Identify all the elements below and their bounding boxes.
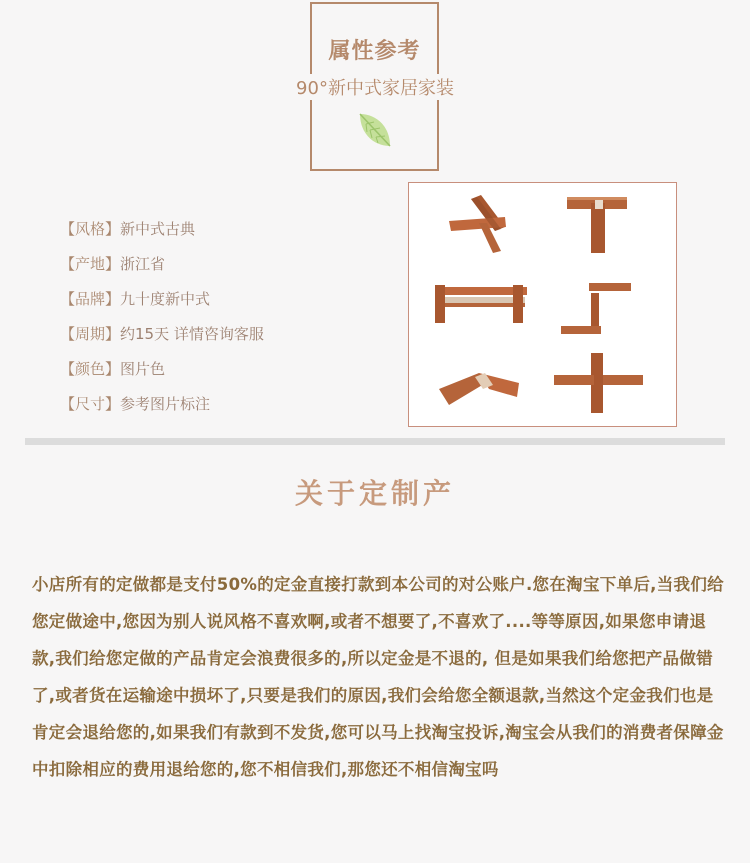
attribute-origin — [60, 253, 264, 288]
joinery-photo — [408, 182, 677, 427]
post-joint — [554, 353, 643, 413]
attribute-size — [60, 393, 264, 428]
section-divider — [25, 438, 725, 445]
attribute-key: 【品牌】 — [60, 290, 121, 308]
attribute-period — [60, 323, 264, 358]
page-subtitle: 90°新中式家居家装 — [290, 74, 460, 100]
attribute-key: 【尺寸】 — [60, 395, 121, 413]
attribute-brand — [60, 288, 264, 323]
attribute-value: 浙江省 — [120, 255, 166, 273]
block-joint — [439, 373, 519, 405]
tee-joint — [567, 197, 627, 253]
attribute-key: 【风格】 — [60, 220, 121, 238]
wood-joints-image — [409, 183, 676, 426]
corner-joint — [561, 283, 631, 334]
custom-order-notice: 小店所有的定做都是支付50%的定金直接打款到本公司的对公账户.您在淘宝下单后,当我们给您定做途中,您因为别人说风格不喜欢啊,或者不想要了,不喜欢了....等等原因,如果您申请退款,我们给您定做的产品肯定会浪费很多的,所以定金是不退的, 但是如果我们给您把产品做错了,或者货在运输途中损坏了,只要是我们的原因,我们会给您全额退款,当然这个定金我们也是肯定会退给您的,如果我们有款到不发货,您可以马上找淘宝投诉,淘宝会从我们的消费者保障金中扣除相应的费用退给您的,您不相信我们,那您还不相信淘宝吗 — [32, 575, 724, 779]
attribute-value: 新中式古典 — [120, 220, 196, 238]
cross-joint — [449, 195, 506, 253]
attribute-value: 图片色 — [120, 360, 166, 378]
attribute-value: 九十度新中式 — [120, 290, 211, 308]
attribute-style — [60, 218, 264, 253]
section-title: 关于定制产 — [294, 477, 455, 510]
attribute-color — [60, 358, 264, 393]
attribute-value: 参考图片标注 — [120, 395, 211, 413]
attribute-value: 约15天 详情咨询客服 — [120, 325, 264, 343]
attribute-key: 【周期】 — [60, 325, 121, 343]
attribute-list — [60, 218, 264, 428]
attribute-key: 【颜色】 — [60, 360, 121, 378]
frame-joint — [435, 285, 527, 323]
page-title: 属性参考 — [328, 39, 421, 64]
leaf-icon — [354, 110, 394, 152]
attribute-key: 【产地】 — [60, 255, 121, 273]
